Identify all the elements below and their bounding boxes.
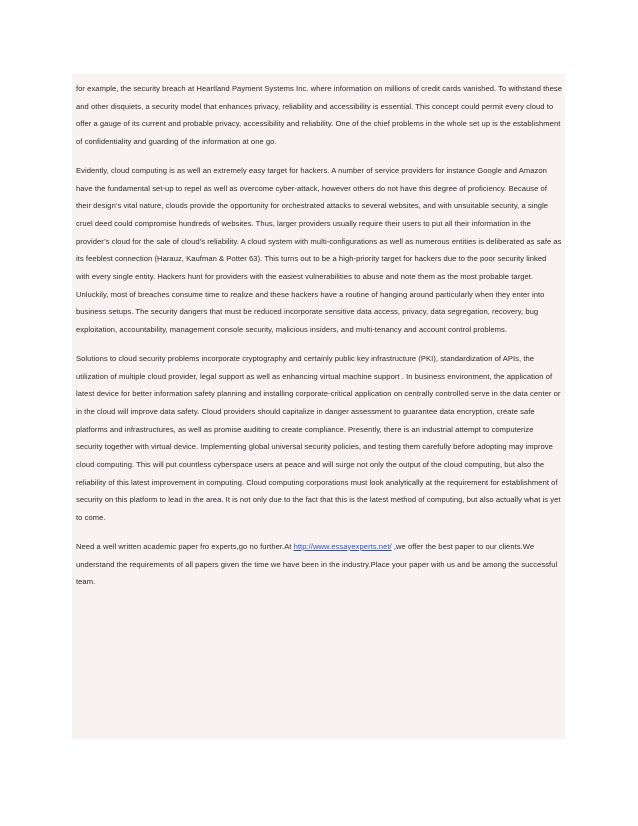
paragraph-closing — [76, 538, 562, 591]
document-body — [76, 80, 562, 602]
paragraph-intro: for example, the security breach at Heartland Payment Systems Inc. where information on millions of credit cards vanished. To withstand these and other disquiets, a security model that enhances privacy, reliability and accessibility is essential. This concept could permit every cloud to offer a gauge of its current and probable privacy, accessibility and reliability. One of the chief problems in the whole set up is the establishment of confidentiality and guarding of the information at one go. — [76, 84, 562, 147]
paragraph-solutions: Solutions to cloud security problems incorporate cryptography and certainly public key infrastructure (PKI), standardization of APIs, the utilization of multiple cloud provider, legal support as well as enhancing virtual machine support . In business environment, the application of latest device for better information safety planning and installing corporate-critical application on centrally controlled serve in the data center or in the cloud will improve data safety. Cloud providers should capitalize in danger assessment to guarantee data encryption, create safe platforms and infrastructures, as well as promise auditing to create compliance. Presently, there is an industrial attempt to computerize security together with virtual device. Implementing global universal security policies, and testing them carefully before adopting may improve cloud computing. This will put countless cyberspace users at peace and will surge not only the output of the cloud computing, but also the reliability of this latest improvement in computing. Cloud computing corporations must look analytically at the requirement for establishment of security on this platform to lead in the area. It is not only due to the fact that this is the latest method of computing, but also actually what is yet to come. — [76, 353, 561, 523]
closing-text-after-link: ,we offer the best paper to our clients.We understand the requirements of all papers given the time we have been in the industry.Place your paper with us and be among the successful team. — [76, 541, 558, 587]
closing-text-before-link: Need a well written academic paper fro experts,go no further.At — [76, 541, 294, 551]
paragraph-hackers: Evidently, cloud computing is as well an extremely easy target for hackers. A number of service providers for instance Google and Amazon have the fundamental set-up to repel as well as overcome cyber-attack, however others do not have this degree of proficiency. Because of their design’s vital nature, clouds provide the opportunity for orchestrated attacks to several websites, and with unsuitable security, a single cruel deed could compromise hundreds of websites. Thus, larger providers usually require their users to put all their information in the provider’s cloud for the sale of cloud’s reliability. A cloud system with multi-configurations as well as numerous entities is deliberated as safe as its feeblest connection (Harauz, Kaufman & Potter 63). This turns out to be a high-priority target for hackers due to the poor security linked with every single entity. Hackers hunt for providers with the easiest vulnerabilities to abuse and note them as the most probable target. Unluckily, most of breaches consume time to realize and these hackers have a routine of hanging around particularly when they enter into business setups. The security dangers that must be reduced incorporate sensitive data access, privacy, data segregation, recovery, bug exploitation, accountability, management console security, malicious insiders, and multi-tenancy and account control problems. — [76, 165, 562, 335]
essayexperts-link[interactable]: http://www.essayexperts.net/ — [293, 541, 392, 551]
